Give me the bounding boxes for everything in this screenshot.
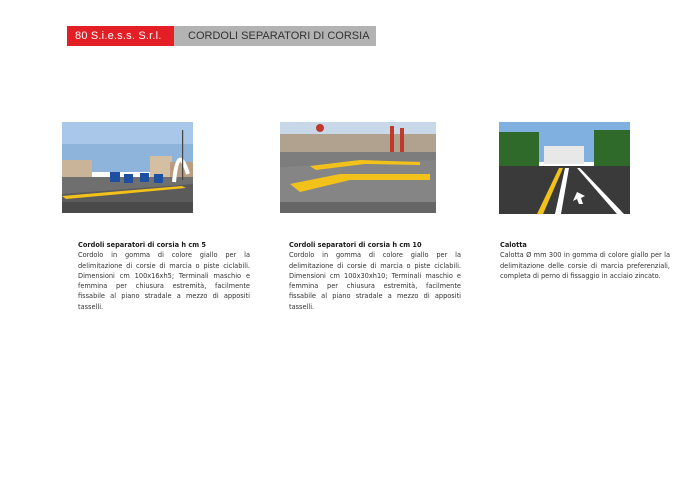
product-body: Cordolo in gomma di colore giallo per la delimitazione di corsie di marcia o piste ciclabili. Dimensioni cm 100x16xh5; Terminali maschio e femmina per chiusura estremità, facilmente fissabile al piano stradale a mezzo di appositi tasselli. <box>78 251 250 311</box>
product-title: Cordoli separatori di corsia h cm 10 <box>289 241 422 249</box>
product-title: Calotta <box>500 241 527 249</box>
product-description-2 <box>289 240 461 312</box>
product-photo-curb-h10 <box>280 122 436 213</box>
page-title: CORDOLI SEPARATORI DI CORSIA <box>174 26 376 46</box>
product-photo-curb-h5 <box>62 122 193 213</box>
product-description-1 <box>78 240 250 312</box>
product-title: Cordoli separatori di corsia h cm 5 <box>78 241 206 249</box>
product-description-3 <box>500 240 670 281</box>
brand-label: 80 S.i.e.s.s. S.r.l. <box>67 26 174 46</box>
product-body: Cordolo in gomma di colore giallo per la delimitazione di corsie di marcia o piste ciclabili. Dimensioni cm 100x30xh10; Terminali maschio e femmina per chiusura estremità, facilmente fissabile al piano stradale a mezzo di appositi tasselli. <box>289 251 461 311</box>
product-body: Calotta Ø mm 300 in gomma di colore giallo per la delimitazione delle corsie di marcia preferenziali, completa di perno di fissaggio in acciaio zincato. <box>500 251 670 280</box>
product-photo-calotta <box>499 122 630 214</box>
page-header <box>67 26 376 46</box>
